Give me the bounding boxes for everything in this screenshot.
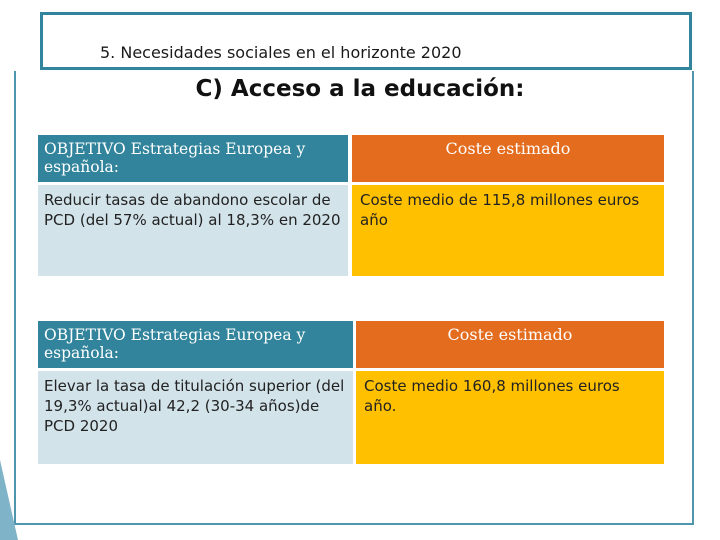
table-2-objective-cell: Elevar la tasa de titulación superior (del 19,3% actual)al 42,2 (30-34 años)de PCD 2020 — [38, 371, 353, 464]
table-2-objective-header: OBJETIVO Estrategias Europea y española: — [38, 321, 353, 368]
table-1-objective-cell: Reducir tasas de abandono escolar de PCD (del 57% actual) al 18,3% en 2020 — [38, 185, 348, 276]
table-2-cost-header: Coste estimado — [356, 321, 664, 368]
corner-decoration — [0, 460, 18, 540]
slide-title: C) Acceso a la educación: — [195, 76, 525, 102]
page-header-title: 5. Necesidades sociales en el horizonte 2020 — [100, 43, 462, 62]
table-1-cost-header: Coste estimado — [352, 135, 664, 182]
table-1-objective-header: OBJETIVO Estrategias Europea y española: — [38, 135, 348, 182]
table-2-cost-cell: Coste medio 160,8 millones euros año. — [356, 371, 664, 464]
table-1-cost-cell: Coste medio de 115,8 millones euros año — [352, 185, 664, 276]
